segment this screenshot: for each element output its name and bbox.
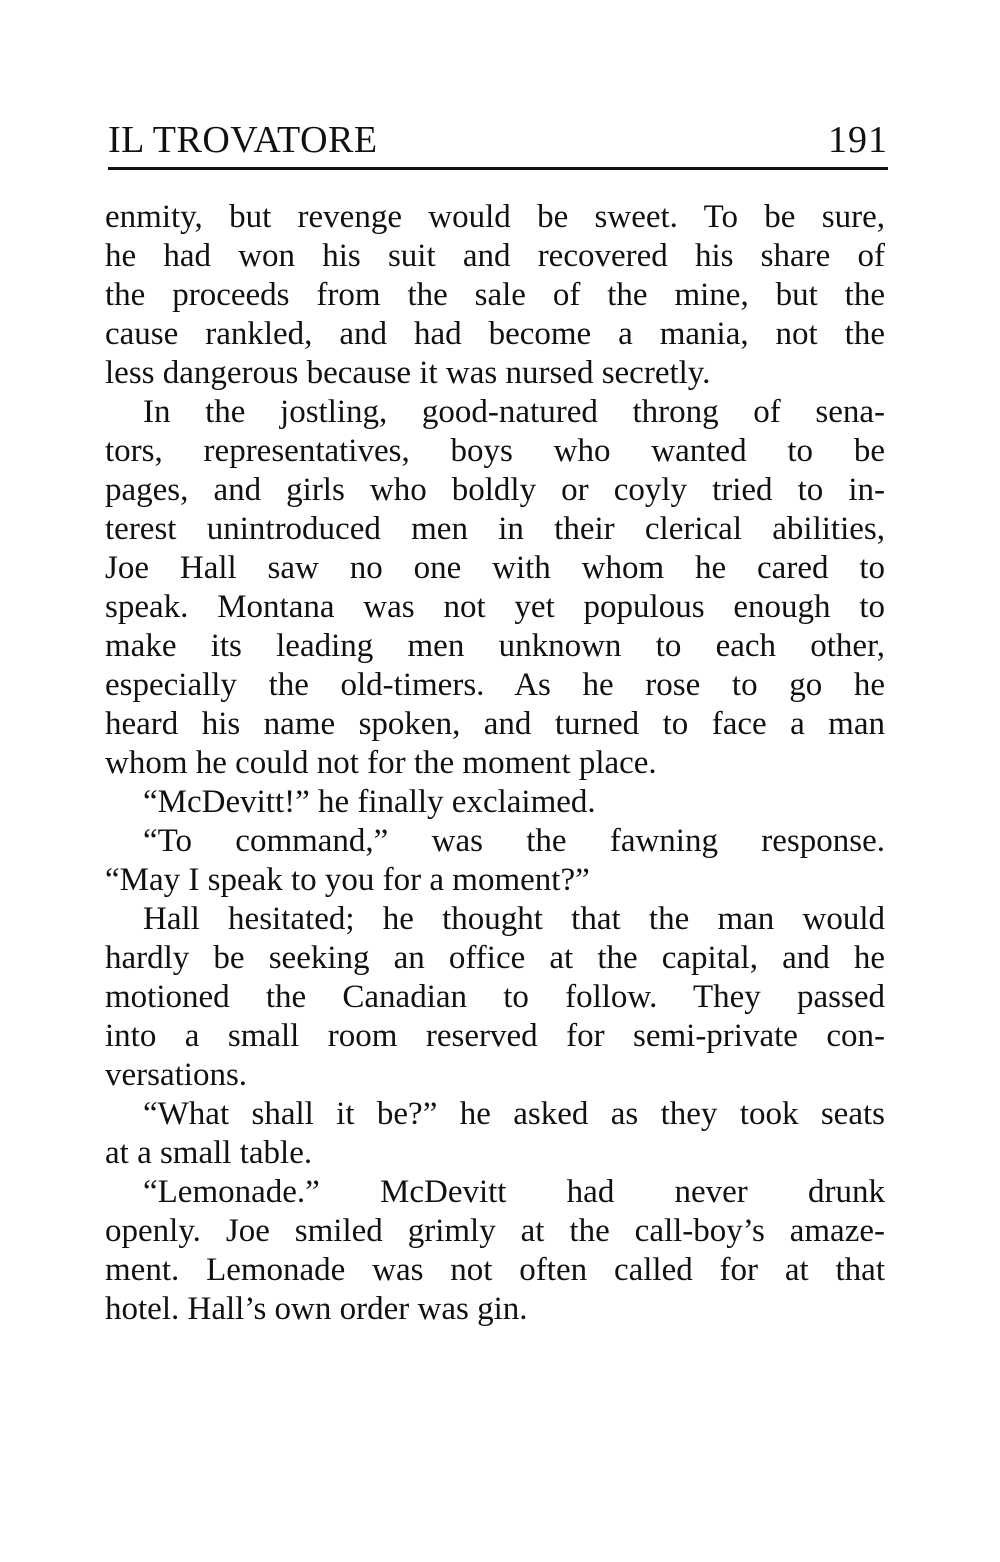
text-line: “What shall it be?” he asked as they took seats: [143, 1096, 885, 1132]
text-line: speak. Montana was not yet populous enough to: [105, 589, 885, 625]
text-line: the proceeds from the sale of the mine, but the: [105, 277, 885, 313]
text-line: “May I speak to you for a moment?”: [105, 862, 590, 898]
text-line: enmity, but revenge would be sweet. To be sure,: [105, 199, 885, 235]
text-line: In the jostling, good-natured throng of sena-: [143, 394, 885, 430]
text-line: openly. Joe smiled grimly at the call-boy’s amaze-: [105, 1213, 885, 1249]
text-line: hardly be seeking an office at the capital, and he: [105, 940, 885, 976]
text-line: make its leading men unknown to each other,: [105, 628, 885, 664]
page-header: [108, 118, 888, 170]
text-line: whom he could not for the moment place.: [105, 745, 657, 781]
body-text: [105, 198, 885, 1329]
text-line: “Lemonade.” McDevitt had never drunk: [143, 1174, 885, 1210]
text-line: he had won his suit and recovered his share of: [105, 238, 885, 274]
text-line: tors, representatives, boys who wanted to be: [105, 433, 885, 469]
text-line: pages, and girls who boldly or coyly tried to in-: [105, 472, 885, 508]
text-line: “To command,” was the fawning response.: [143, 823, 885, 859]
text-line: especially the old-timers. As he rose to go he: [105, 667, 885, 703]
text-line: at a small table.: [105, 1135, 313, 1171]
text-line: Joe Hall saw no one with whom he cared to: [105, 550, 885, 586]
text-line: Hall hesitated; he thought that the man would: [143, 901, 885, 937]
text-line: “McDevitt!” he finally exclaimed.: [143, 784, 596, 820]
header-rule: [108, 167, 888, 170]
text-line: hotel. Hall’s own order was gin.: [105, 1291, 528, 1327]
page-number: 191: [828, 119, 888, 161]
text-line: motioned the Canadian to follow. They passed: [105, 979, 885, 1015]
text-line: versations.: [105, 1057, 248, 1093]
running-title: IL TROVATORE: [108, 119, 378, 161]
text-line: less dangerous because it was nursed secretly.: [105, 355, 711, 391]
text-line: terest unintroduced men in their clerical abilities,: [105, 511, 885, 547]
text-line: heard his name spoken, and turned to face a man: [105, 706, 885, 742]
text-line: cause rankled, and had become a mania, not the: [105, 316, 885, 352]
text-line: ment. Lemonade was not often called for at that: [105, 1252, 885, 1288]
text-line: into a small room reserved for semi-private con-: [105, 1018, 885, 1054]
